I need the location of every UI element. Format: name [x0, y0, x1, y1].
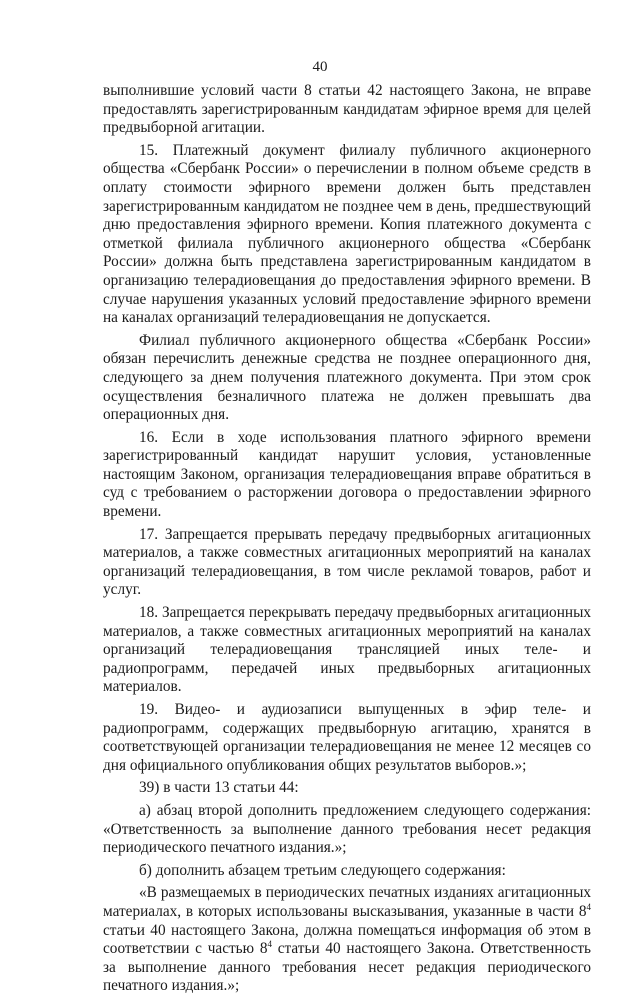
document-body [103, 82, 591, 996]
paragraph-19: 19. Видео- и аудиозаписи выпущенных в эфир теле- и радиопрограмм, содержащих предвыборную агитацию, хранятся в соответствующей организации телерадиовещания не менее 12 месяцев со дня официального опубликования общих результатов выборов.»; [103, 701, 591, 774]
quote-part-3: статьи 40 настоящего Закона. Ответственность за выполнение данного требования несет редакция периодического печатного издания.»; [103, 940, 591, 995]
paragraph-sberbank: Филиал публичного акционерного общества «Сбербанк России» обязан перечислить денежные средства не позднее операционного дня, следующего за днем получения платежного документа. При этом срок осуществления безналичного платежа не должен превышать два операционных дня. [103, 331, 591, 424]
page-number: 40 [312, 59, 328, 75]
paragraph-17: 17. Запрещается прерывать передачу предвыборных агитационных материалов, а также совместных агитационных мероприятий на каналах организаций телерадиовещания, в том числе рекламой товаров, работ и услуг. [103, 525, 591, 599]
superscript-2: 4 [267, 939, 272, 950]
superscript-1: 4 [586, 901, 591, 912]
paragraph-continuation: выполнившие условий части 8 статьи 42 настоящего Закона, не вправе предоставлять зарегистрированным кандидатам эфирное время для целей предвыборной агитации. [103, 82, 591, 137]
quote-part-2: статьи 40 настоящего Закона, должна помещаться информация об этом в соответствии с частью 8 [103, 921, 591, 958]
paragraph-15: 15. Платежный документ филиалу публичного акционерного общества «Сбербанк России» о перечислении в полном объеме средств в оплату стоимости эфирного времени должен быть представлен зарегистрированным кандидатом не позднее чем в день, предшествующий дню предоставления эфирного времени. Копия платежного документа с отметкой филиала публичного акционерного общества «Сбербанк России» должна быть представлена зарегистрированным кандидатом в организацию телерадиовещания до предоставления эфирного времени. В случае нарушения указанных условий предоставление эфирного времени на каналах организаций телерадиовещания не допускается. [103, 141, 591, 327]
paragraph-39: 39) в части 13 статьи 44: [139, 779, 299, 797]
quote-part-1: «В размещаемых в периодических печатных изданиях агитационных материалах, в которых использованы высказывания, указанные в части 8 [103, 884, 591, 920]
paragraph-18: 18. Запрещается перекрывать передачу предвыборных агитационных материалов, а также совместных агитационных мероприятий на каналах организаций телерадиовещания трансляцией иных теле- и радиопрограмм, передачей иных предвыборных агитационных материалов. [103, 604, 591, 696]
paragraph-a: а) абзац второй дополнить предложением следующего содержания: «Ответственность за выполнение данного требования несет редакция периодического печатного издания.»; [103, 801, 591, 857]
paragraph-16: 16. Если в ходе использования платного эфирного времени зарегистрированный кандидат нарушит условия, установленные настоящим Законом, организация телерадиовещания вправе обратиться в суд с требованием о расторжении договора о предоставлении эфирного времени. [103, 428, 591, 521]
paragraph-quote [103, 884, 591, 996]
paragraph-b: б) дополнить абзацем третьим следующего содержания: [139, 861, 506, 879]
